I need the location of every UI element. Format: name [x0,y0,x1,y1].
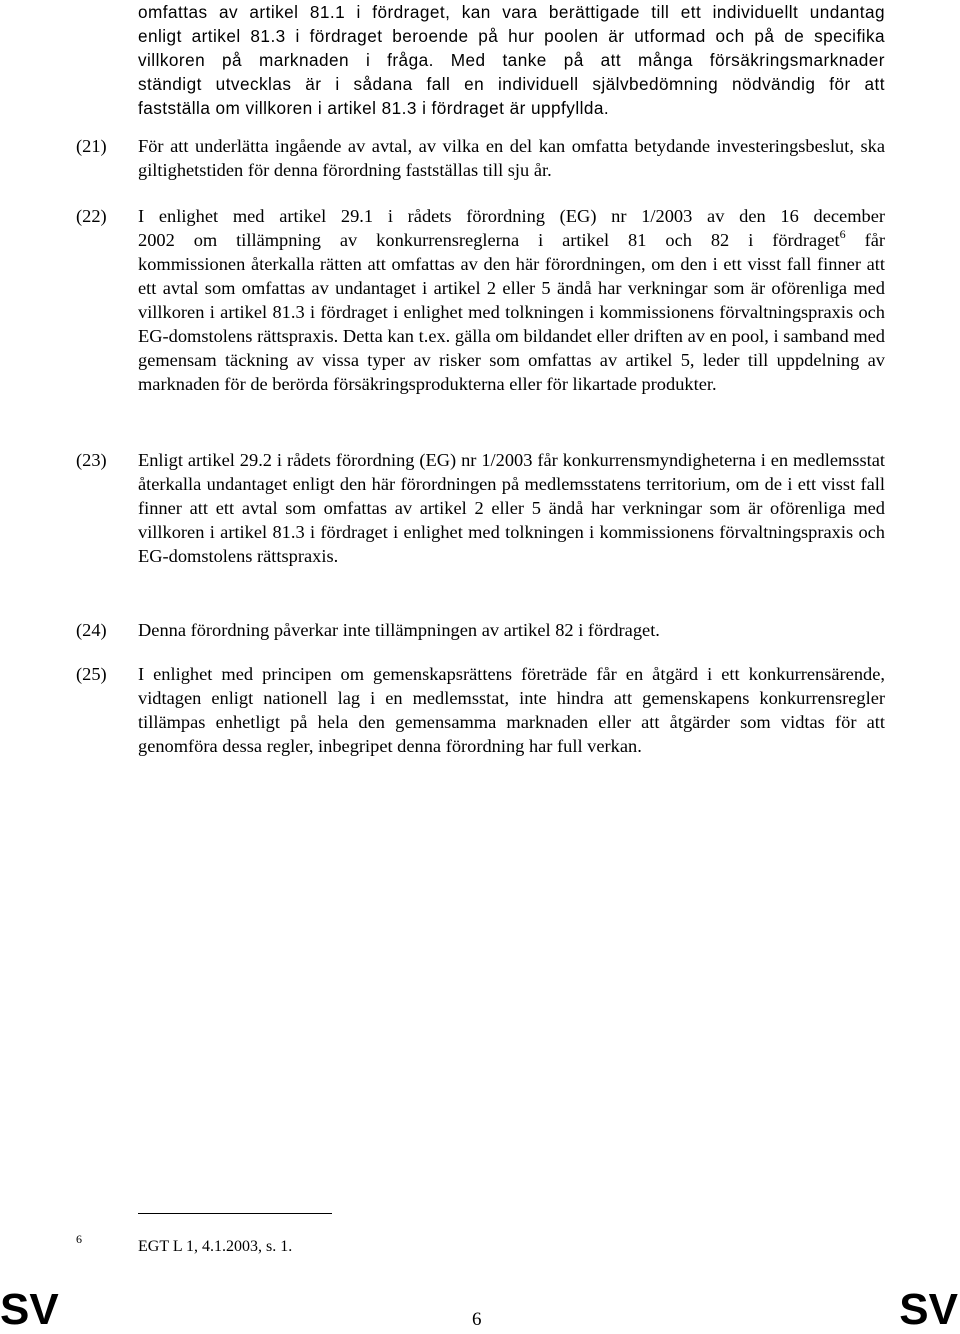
footnote-separator [138,1213,332,1214]
paragraph-number: (24) [76,620,107,640]
paragraph-text: För att underlätta ingående av avtal, av vilka en del kan omfatta betydande investeringsbeslut, ska giltighetstiden för denna förordning fastställas till sju år. [138,136,885,180]
paragraph-text: Denna förordning påverkar inte tillämpningen av artikel 82 i fördraget. [138,620,660,640]
continuation-line: villkoren på marknaden i fråga. Med tanke på att många försäkringsmarknader [138,50,885,70]
continuation-paragraph [138,0,885,120]
paragraph-number: (21) [76,136,107,156]
paragraph-line-start: 2002 om tillämpning av konkurrensreglerna i artikel 81 och 82 i fördraget [138,230,840,250]
continuation-line: ständigt utvecklas är i sådana fall en individuell självbedömning nödvändig för att [138,74,885,94]
paragraph-number: (23) [76,450,107,470]
page-number: 6 [472,1309,482,1330]
paragraph-line: I enlighet med artikel 29.1 i rådets förordning (EG) nr 1/2003 av den 16 december [138,206,885,226]
paragraph-number: (25) [76,664,107,684]
footnote-reference: 6 [839,227,846,241]
paragraph-line [138,228,885,252]
footnote-marker: 6 [76,1232,82,1246]
paragraph-text: I enlighet med principen om gemenskapsrättens företräde får en åtgärd i ett konkurrensärende, vidtagen enligt nationell lag i en medlemsstat, inte hindra att gemenskapens konkurrensregler tillämpas enhetligt på hela den gemensamma marknaden eller att åtgärder som vidtas för att genomföra dessa regler, inbegripet denna förordning har full verkan. [138,664,885,756]
continuation-line: omfattas av artikel 81.1 i fördraget, kan vara berättigade till ett individuellt undantag [138,2,885,22]
continuation-line: enligt artikel 81.3 i fördraget beroende på hur poolen är utformad och på de specifika [138,26,885,46]
continuation-line: fastställa om villkoren i artikel 81.3 i fördraget är uppfyllda. [138,98,610,118]
paragraph-line-end: får [845,230,885,250]
language-code-left: SV [0,1285,59,1334]
paragraph-text: Enligt artikel 29.2 i rådets förordning (EG) nr 1/2003 får konkurrensmyndigheterna i en medlemsstat återkalla undantaget enligt den här förordningen på medlemsstatens territorium, om de i ett visst fall finner att ett avtal som omfattas av artikel 2 eller 5 ändå har verkningar som är oförenliga med villkoren i artikel 81.3 i fördraget i enlighet med tolkningen i kommissionens förvaltningspraxis och EG-domstolens rättspraxis. [138,450,885,566]
paragraph-text [138,204,885,396]
paragraph-rest: kommissionen återkalla rätten att omfattas av den här förordningen, om den i ett visst fall finner att ett avtal som omfattas av undantaget i artikel 2 eller 5 ändå har verkningar som är oförenliga med villkoren i artikel 81.3 i fördraget i enlighet med tolkningen i kommissionens förvaltningspraxis och EG-domstolens rättspraxis. Detta kan t.ex. gälla om bildandet eller driften av en pool, i samband med gemensam täckning av vissa typer av risker som omfattas av artikel 5, leder till uppdelning av marknaden för de berörda försäkringsprodukterna eller för likartade produkter. [138,254,885,394]
footnote-text: EGT L 1, 4.1.2003, s. 1. [138,1238,293,1255]
language-code-right: SV [899,1285,958,1334]
paragraph-number: (22) [76,206,107,226]
